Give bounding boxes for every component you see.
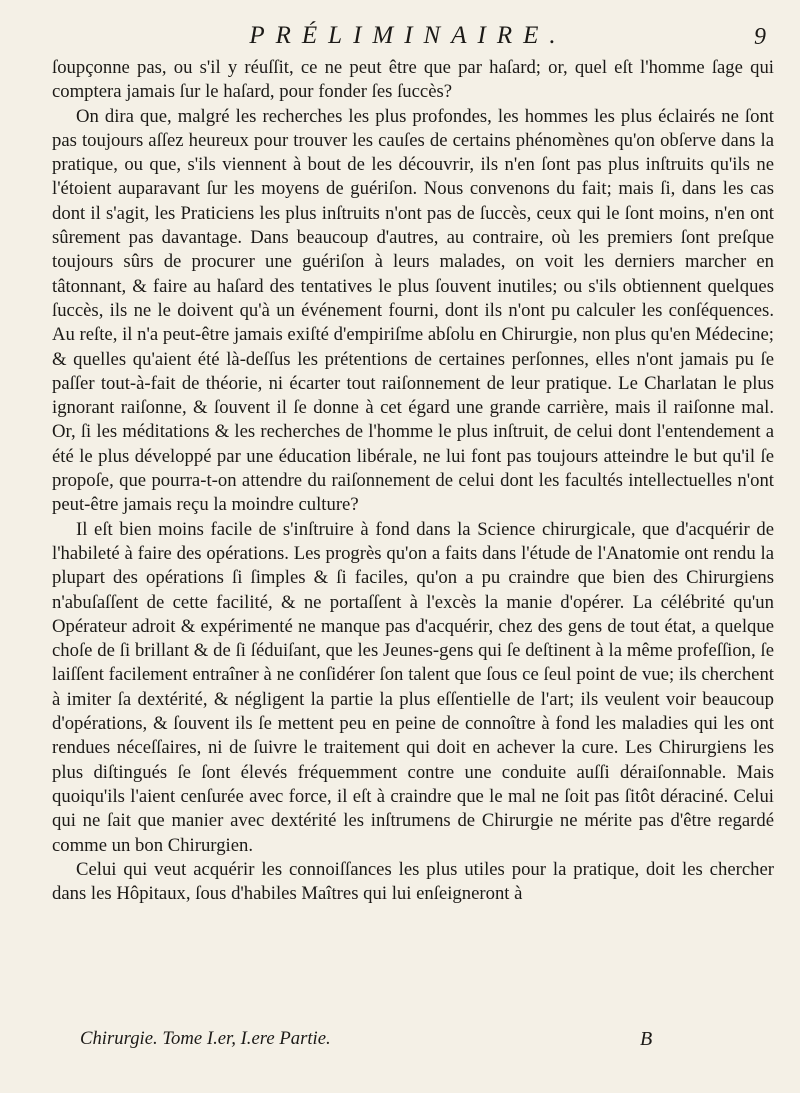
running-header (52, 22, 774, 52)
paragraph: Celui qui veut acquérir les connoiſſances les plus utiles pour la pratique, doit les chercher dans les Hôpitaux, ſous d'habiles Maîtres qui lui enſeigneront à (52, 858, 774, 905)
signature-line: Chirurgie. Tome I.er, I.ere Partie. (80, 1028, 331, 1049)
body-text (52, 56, 774, 906)
page-number: 9 (754, 24, 766, 50)
paragraph-continued: ſoupçonne pas, ou s'il y réuſſit, ce ne peut être que par haſard; or, quel eſt l'homme ſage qui comptera jamais ſur le haſard, pour fonder ſes ſuccès? (52, 57, 774, 103)
page-footer (80, 1028, 800, 1050)
signature-mark: B (640, 1028, 653, 1050)
paragraph: Il eſt bien moins facile de s'inſtruire à fond dans la Science chirurgicale, que d'acquérir de l'habileté à faire des opérations. Les progrès qu'on a faits dans l'étude de l'Anatomie ont rendu la plupart des opérations ſi ſimples & ſi faciles, qu'on a pu craindre que bien des Chirurgiens n'abuſaſſent de cette facilité, & ne portaſſent à l'excès la manie d'opérer. La célébrité qu'un Opérateur adroit & expérimenté ne manque pas d'acquérir, chez des gens de tout état, a quelque choſe de ſi brillant & de ſi ſéduiſant, que les Jeunes-gens qui ſe deſtinent à la même profeſſion, ſe laiſſent facilement entraîner à ne conſidérer ſon talent que ſous ce ſeul point de vue; ils cherchent à imiter ſa dextérité, & négligent la partie la plus eſſentielle de l'art; ils veulent voir beaucoup d'opérations, & ſouvent ils ſe mettent peu en peine de connoître à fond les maladies qui les ont rendues néceſſaires, ni de ſuivre le traitement qui doit en achever la cure. Les Chirurgiens les plus diſtingués ſe ſont élevés fréquemment contre une conduite auſſi déraiſonnable. Mais quoiqu'ils l'aient cenſurée avec force, il eſt à craindre que le mal ne ſoit pas ſitôt déraciné. Celui qui ne ſait que manier avec dextérité les inſtrumens de Chirurgie ne mérite pas d'être regardé comme un bon Chirurgien. (52, 518, 774, 856)
running-title: PRÉLIMINAIRE. (249, 22, 567, 49)
paragraph: On dira que, malgré les recherches les plus profondes, les hommes les plus éclairés ne ſont pas toujours aſſez heureux pour trouver les cauſes de certains phénomènes qu'on obſerve dans la pratique, ou que, s'ils viennent à bout de les découvrir, ils n'en ſont pas plus inſtruits qu'ils ne l'étoient auparavant ſur les moyens de guériſon. Nous convenons du fait; mais ſi, dans les cas dont il s'agit, les Praticiens les plus inſtruits n'ont pas de ſuccès, ceux qui le ſont moins, n'en ont sûrement pas davantage. Dans beaucoup d'autres, au contraire, où les premiers ſont preſque toujours sûrs de procurer une guériſon à leurs malades, on voit les derniers marcher en tâtonnant, & faire au haſard des tentatives le plus ſouvent inutiles; ou s'ils obtiennent quelques ſuccès, ils ne le doivent qu'à un événement fourni, dont ils n'ont pu calculer les conſéquences. Au reſte, il n'a peut-être jamais exiſté d'empiriſme abſolu en Chirurgie, non plus qu'en Médecine; & quelles qu'aient été là-deſſus les prétentions de certaines perſonnes, elles n'ont jamais pu ſe paſſer tout-à-fait de théorie, ni écarter tout raiſonnement de leur pratique. Le Charlatan le plus ignorant raiſonne, & ſouvent il ſe donne à cet égard une grande carrière, mais il raiſonne mal. Or, ſi les méditations & les recherches de l'homme le plus inſtruit, de celui dont l'entendement a été le plus développé par une éducation libérale, ne lui font pas toujours atteindre le but qu'il ſe propoſe, que pourra-t-on attendre du raiſonnement de celui dont les facultés intellectuelles n'ont peut-être jamais reçu la moindre culture? (52, 105, 774, 516)
